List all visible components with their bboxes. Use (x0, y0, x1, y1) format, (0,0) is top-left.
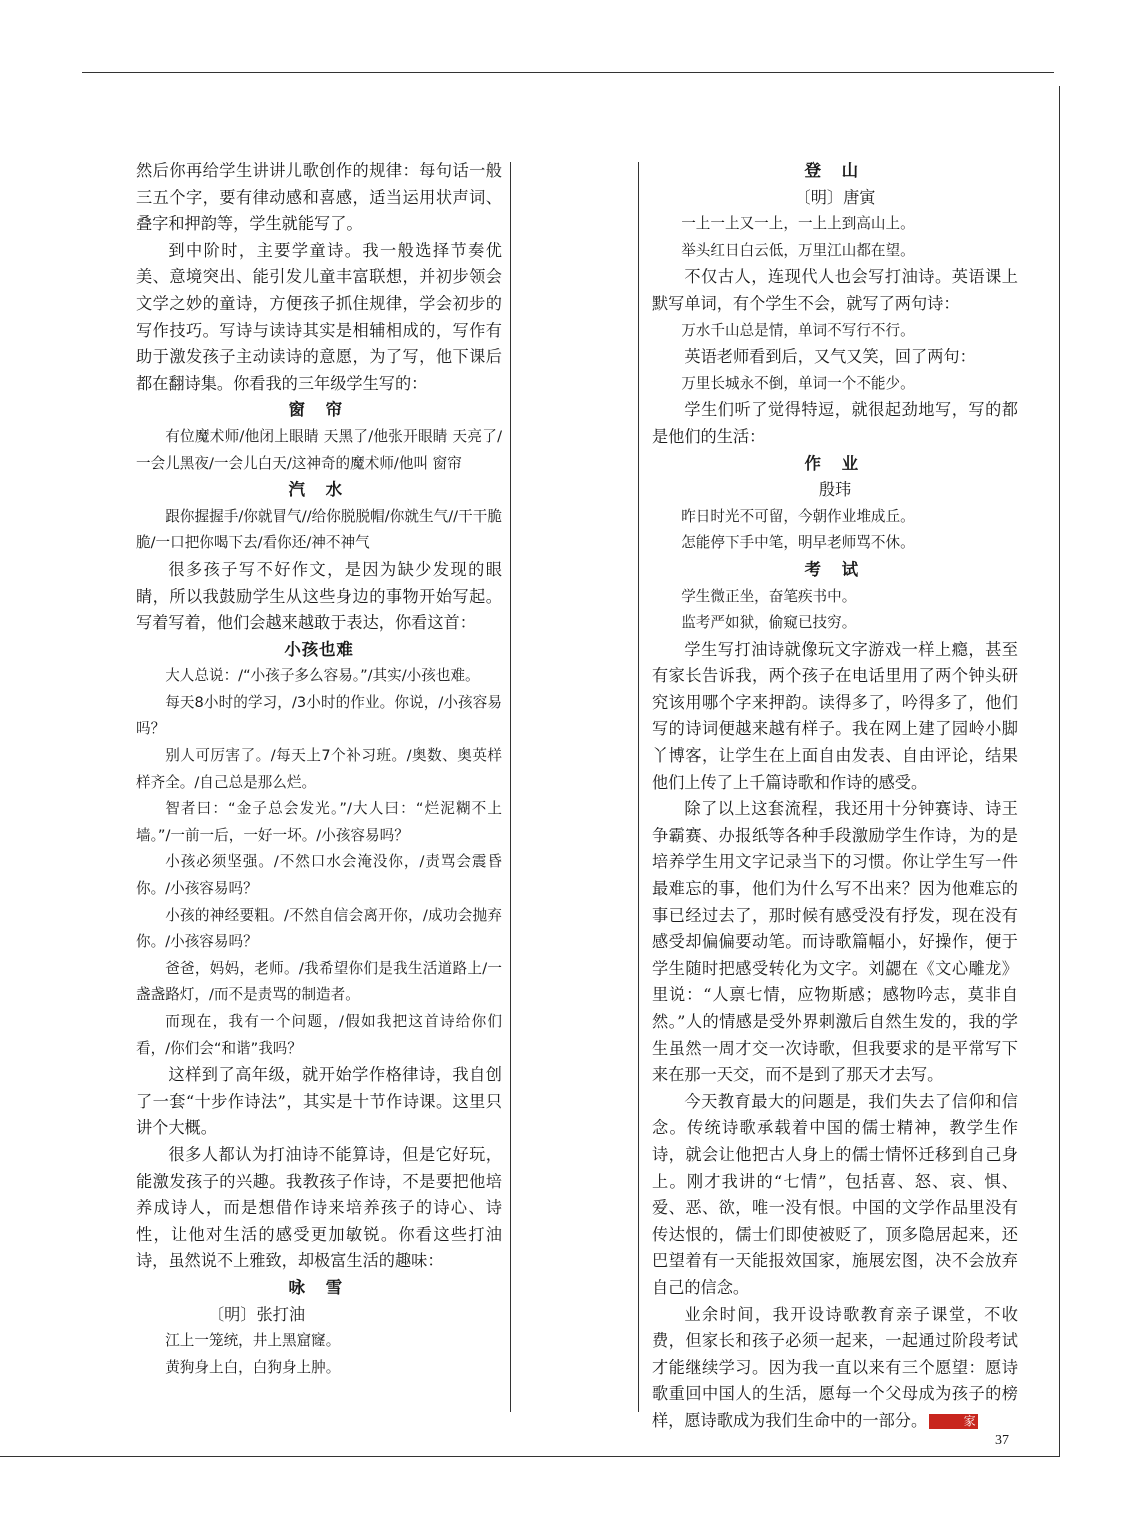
paragraph: 今天教育最大的问题是，我们失去了信仰和信念。传统诗歌承载着中国的儒士精神，教学生作诗，就会让他把古人身上的儒士情怀迁移到自己身上。刚才我讲的“七情”，包括喜、怒、哀、惧、爱、恶、欲，唯一没有恨。中国的文学作品里没有传达恨的，儒士们即使被贬了，顶多隐居起来，还巴望着有一天能报效国家，施展宏图，决不会放弃自己的信念。 (652, 1091, 1018, 1297)
poem-stanza: 而现在，我有一个问题，/假如我把这首诗给你们看，/你们会“和谐”我吗？ (136, 1013, 502, 1057)
poem-stanza: 爸爸，妈妈，老师。/我希望你们是我生活道路上/一盏盏路灯，/而不是责骂的制造者。 (136, 959, 502, 1004)
poem-line: 监考严如狱，偷窥已技穷。 (681, 614, 857, 632)
poem-author: 〔明〕张打油 (208, 1304, 306, 1324)
poem-stanza: 小孩必须坚强。/不然口水会淹没你，/责骂会震昏你。/小孩容易吗？ (136, 853, 502, 898)
paragraph: 不仅古人，连现代人也会写打油诗。英语课上默写单词，有个学生不会，就写了两句诗： (652, 267, 1018, 313)
poem-line: 学生微正坐，奋笔疾书中。 (681, 587, 857, 605)
poem-line: 一上一上又一上，一上上到高山上。 (681, 215, 915, 233)
paragraph: 很多人都认为打油诗不能算诗，但是它好玩，能激发孩子的兴趣。我教孩子作诗，不是要把他培养成诗人，而是想借作诗来培养孩子的诗心、诗性，让他对生活的感受更加敏锐。你看这些打油诗，虽然说不上雅致，却极富生活的趣味： (136, 1144, 502, 1271)
poem-author: 殷玮 (818, 480, 852, 500)
poem-line: 江上一笼统，井上黑窟窿。 (165, 1332, 341, 1350)
poem-line: 万水千山总是情，单词不写行不行。 (681, 321, 915, 339)
closing-paragraph-text: 业余时间，我开设诗歌教育亲子课堂，不收费，但家长和孩子必须一起来，一起通过阶段考试才能继续学习。因为我一直以来有三个愿望：愿诗歌重回中国人的生活，愿每一个父母成为孩子的榜样，愿诗歌成为我们生命中的一部分。 (652, 1304, 1018, 1430)
poem-stanza: 别人可厉害了。/每天上7个补习班。/奥数、奥英样样齐全。/自己总是那么烂。 (136, 747, 502, 791)
right-margin-rule (1059, 86, 1060, 1456)
poem-stanza: 智者曰：“金子总会发光。”/大人曰：“烂泥糊不上墙。”/一前一后，一好一坏。/小孩容易吗？ (136, 800, 502, 844)
poem-title: 小孩也难 (284, 639, 354, 659)
poem-text: 有位魔术师/他闭上眼睛 天黑了/他张开眼睛 天亮了/一会儿黑夜/一会儿白天/这神奇的魔术师/他叫 窗帘 (136, 427, 502, 472)
left-column-rule (510, 162, 511, 1412)
poem-stanza: 小孩的神经要粗。/不然自信会离开你，/成功会抛弃你。/小孩容易吗？ (136, 906, 502, 951)
right-column (652, 158, 1018, 1435)
center-column-rule (638, 162, 639, 1412)
paragraph: 学生们听了觉得特逗，就很起劲地写，写的都是他们的生活： (652, 400, 1018, 446)
poem-line: 万里长城永不倒，单词一个不能少。 (681, 374, 915, 392)
paragraph: 学生写打油诗就像玩文字游戏一样上瘾，甚至有家长告诉我，两个孩子在电话里用了两个钟头研究该用哪个字来押韵。读得多了，吟得多了，他们写的诗词便越来越有样子。我在网上建了园岭小脚丫博客，让学生在上面自由发表、自由评论，结果他们上传了上千篇诗歌和作诗的感受。 (652, 639, 1018, 792)
paragraph: 英语老师看到后，又气又笑，回了两句： (684, 347, 976, 367)
poem-title: 考 试 (804, 559, 866, 579)
poem-line: 举头红日白云低，万里江山都在望。 (681, 241, 915, 259)
poem-text: 跟你握握手/你就冒气//给你脱脱帽/你就生气//干干脆脆/一口把你喝下去/看你还/神不神气 (136, 507, 502, 552)
poem-title: 登 山 (804, 161, 866, 180)
poem-line: 怎能停下手中笔，明早老师骂不休。 (681, 534, 915, 552)
poem-title: 作 业 (804, 453, 866, 473)
paragraph: 到中阶时，主要学童诗。我一般选择节奏优美、意境突出、能引发儿童丰富联想，并初步领会文学之妙的童诗，方便孩子抓住规律，学会初步的写作技巧。写诗与读诗其实是相辅相成的，写作有助于激发孩子主动读诗的意愿，为了写，他下课后都在翻诗集。你看我的三年级学生写的： (136, 240, 502, 393)
paragraph: 这样到了高年级，就开始学作格律诗，我自创了一套“十步作诗法”，其实是十节作诗课。这里只讲个大概。 (136, 1065, 502, 1138)
paragraph: 除了以上这套流程，我还用十分钟赛诗、诗王争霸赛、办报纸等各种手段激励学生作诗，为的是培养学生用文字记录当下的习惯。你让学生写一件最难忘的事，他们为什么写不出来？因为他难忘的事已经过去了，那时候有感受没有抒发，现在没有感受却偏偏要动笔。而诗歌篇幅小，好操作，便于学生随时把感受转化为文字。刘勰在《文心雕龙》里说：“人禀七情，应物斯感；感物吟志，莫非自然。”人的情感是受外界刺激后自然生发的，我的学生虽然一周才交一次诗歌，但我要求的是平常写下来在那一天交，而不是到了那天才去写。 (652, 799, 1018, 1085)
poem-title: 汽 水 (288, 480, 350, 500)
left-column (136, 158, 502, 1381)
paragraph (652, 1302, 1018, 1435)
end-mark-icon: 家 (929, 1414, 977, 1429)
poem-stanza: 大人总说：/“小孩子多么容易。”/其实/小孩也难。 (165, 667, 480, 685)
page-number: 37 (995, 1433, 1009, 1448)
poem-title: 窗 帘 (288, 400, 350, 420)
poem-line: 黄狗身上白，白狗身上肿。 (165, 1358, 341, 1376)
poem-author: 〔明〕唐寅 (794, 187, 876, 207)
paragraph: 很多孩子写不好作文，是因为缺少发现的眼睛，所以我鼓励学生从这些身边的事物开始写起。写着写着，他们会越来越敢于表达，你看这首： (136, 559, 502, 633)
poem-title: 咏 雪 (288, 1277, 350, 1297)
poem-stanza: 每天8小时的学习，/3小时的作业。你说，/小孩容易吗？ (136, 693, 502, 738)
bottom-rule (0, 1456, 1060, 1457)
poem-line: 昨日时光不可留，今朝作业堆成丘。 (681, 507, 915, 525)
top-rule (82, 72, 1054, 73)
paragraph: 然后你再给学生讲讲儿歌创作的规律：每句话一般三五个字，要有律动感和喜感，适当运用状声词、叠字和押韵等，学生就能写了。 (136, 161, 502, 234)
